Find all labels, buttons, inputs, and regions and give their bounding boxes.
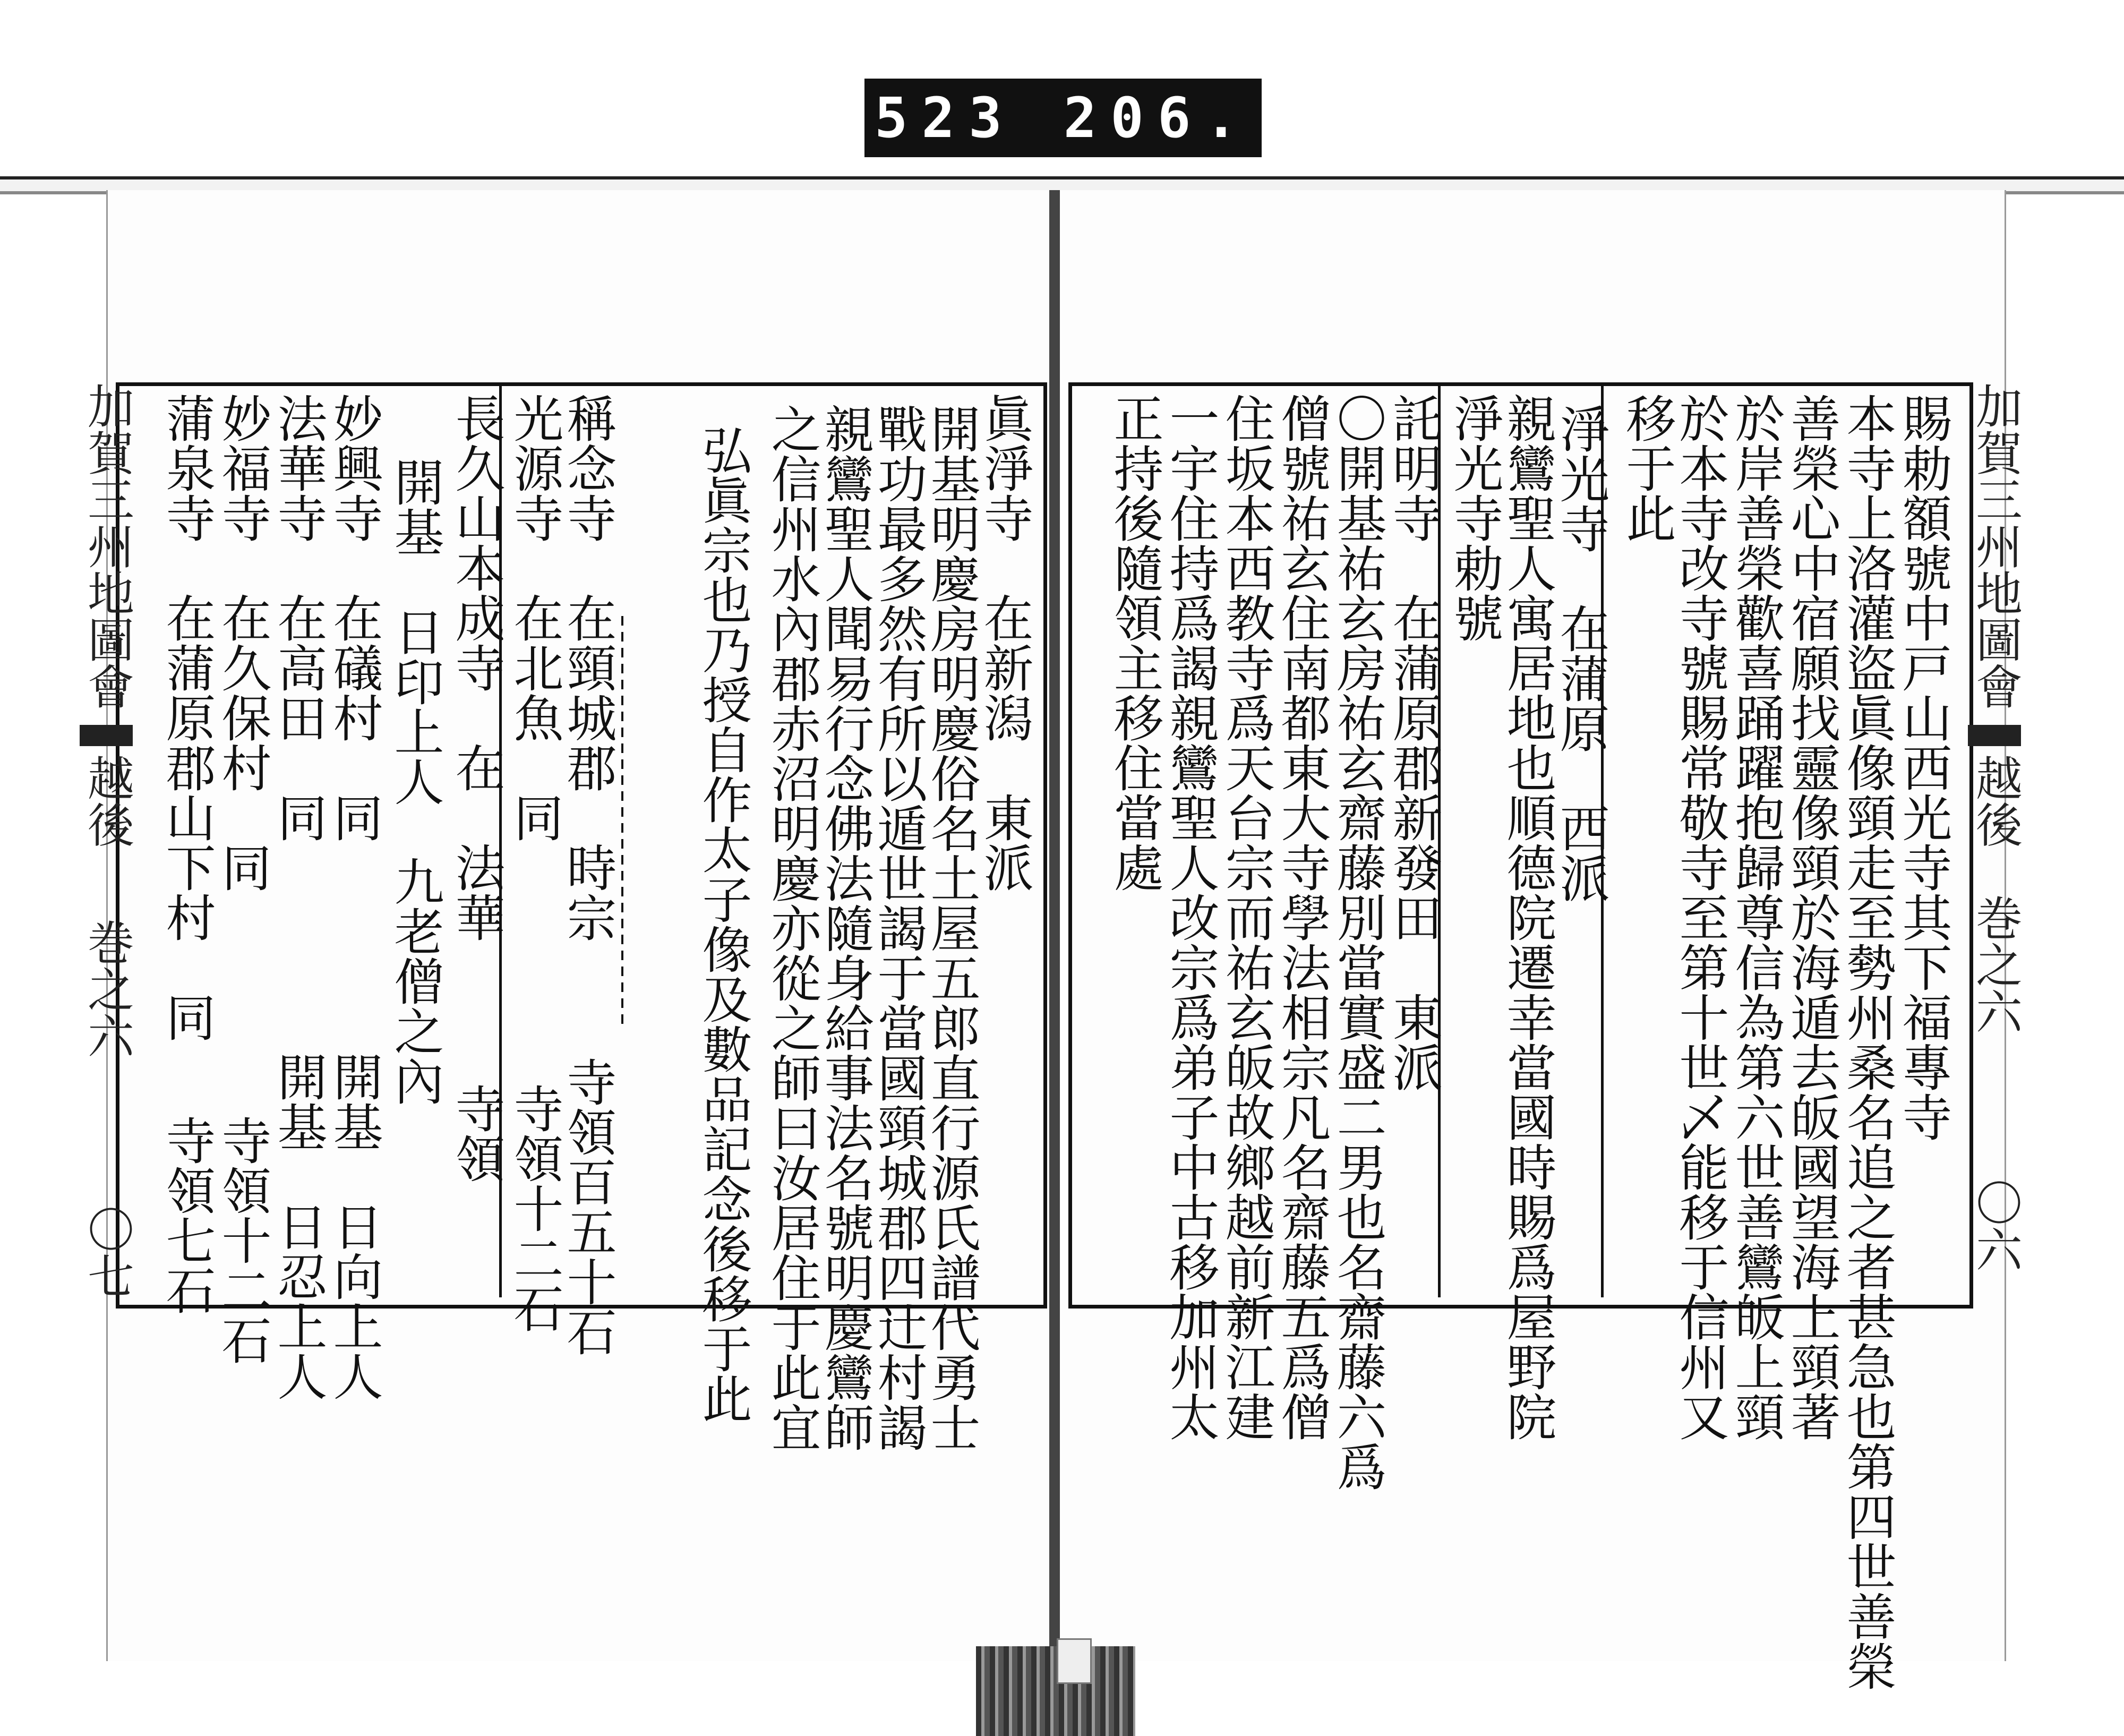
right-edge-title: 加賀三州地圖會 xyxy=(1968,382,2023,709)
text-column: 親鸞聖人聞易行念佛法隨身給事法名號明慶鸞師 xyxy=(816,404,873,1452)
temple-founder: 開基 日向上人 xyxy=(324,1051,382,1401)
left-edge-page: 〇七 xyxy=(80,1205,135,1299)
left-dashed-rule xyxy=(621,616,623,1030)
binding-clip xyxy=(1057,1638,1092,1684)
text-column: 〇開基祐玄房祐玄齋藤別當實盛二男也名齋藤六爲 xyxy=(1328,393,1386,1491)
temple-founder: 開基 日忍上人 xyxy=(269,1051,327,1401)
text-column: 移于此 xyxy=(1617,393,1675,543)
temple-founder: 開基 日印上人 九老僧之內 xyxy=(386,457,443,1106)
left-edge-volume: 巻之六 xyxy=(80,919,135,1059)
text-column: 開基明慶房明慶俗名土屋五郎直行源氏譜代勇士 xyxy=(922,404,980,1452)
text-column: 賜勅額號中戸山西光寺其下福專寺 xyxy=(1894,393,1951,1142)
left-edge-title: 加賀三州地圖會 xyxy=(80,382,135,709)
temple-entry: 稱念寺 在頸城郡 時宗 xyxy=(558,393,616,942)
temple-stipend: 寺領十二石 xyxy=(505,1083,563,1333)
text-column: 之信州水內郡赤沼明慶亦從之師曰汝居住于此宜 xyxy=(763,404,820,1452)
book-binding-shadow xyxy=(976,1646,1135,1736)
temple-stipend: 寺領 xyxy=(447,1083,504,1183)
text-column: 於岸善榮歡喜踊躍抱歸尊信為第六世善鸞皈上頸 xyxy=(1726,393,1784,1441)
text-column: 弘眞宗也乃授自作太子像及數品記念後移于此 xyxy=(693,425,751,1423)
temple-entry: 法華寺 在高田 同 xyxy=(269,393,327,842)
left-edge-marker xyxy=(80,725,133,746)
left-edge-province: 越後 xyxy=(80,754,135,848)
text-column: 僧號祐玄住南都東大寺學法相宗凡名齋藤五爲僧 xyxy=(1272,393,1330,1441)
temple-entry: 託明寺 在蒲原郡新發田 東派 xyxy=(1384,393,1442,1092)
text-column: 於本寺改寺號賜常敬寺至第十世乄能移于信州又 xyxy=(1671,393,1728,1441)
text-column: 戰功最多然有所以遁世謁于當國頸城郡四辻村謁 xyxy=(869,404,927,1452)
text-column: 本寺上洛灌盜眞像頸走至勢州桑名追之者甚急也第四世善榮 xyxy=(1838,393,1896,1691)
right-edge-volume: 越後 巻之六 xyxy=(1968,754,2023,1034)
scan-label-right: 206. xyxy=(1063,85,1252,150)
temple-entry: 妙福寺 在久保村 同 xyxy=(213,393,271,892)
book-gutter xyxy=(1049,190,1060,1661)
scan-label-left: 523 xyxy=(874,85,1016,150)
temple-entry: 光源寺 在北魚 同 xyxy=(505,393,563,842)
scan-label xyxy=(864,79,1262,157)
text-column: 善榮心中宿願找靈像頸於海遁去皈國望海上頸著 xyxy=(1782,393,1840,1441)
right-edge-page: 〇六 xyxy=(1968,1179,2023,1272)
temple-entry: 長久山本成寺 在 法華 xyxy=(447,393,504,942)
text-column: 住坂本西教寺爲天台宗而祐玄皈故鄉越前新江建 xyxy=(1217,393,1274,1441)
text-column: 眞淨寺 在新潟 東派 xyxy=(975,393,1033,892)
temple-entry: 蒲泉寺 在蒲原郡山下村 同 xyxy=(157,393,215,1042)
temple-stipend: 寺領七石 xyxy=(157,1115,215,1315)
text-column: 親鸞聖人寓居地也順德院遷幸當國時賜爲屋野院 xyxy=(1498,393,1556,1441)
text-column: 一宇住持爲謁親鸞聖人改宗爲弟子中古移加州太 xyxy=(1161,393,1219,1441)
text-column: 正持後隨領主移住當處 xyxy=(1105,393,1163,892)
right-edge-marker xyxy=(1968,725,2021,746)
temple-entry: 妙興寺 在礒村 同 xyxy=(324,393,382,842)
temple-stipend: 寺領十二石 xyxy=(213,1115,271,1365)
text-column: 淨光寺勅號 xyxy=(1445,393,1503,643)
temple-entry: 淨光寺 在蒲原 西派 xyxy=(1551,404,1609,903)
temple-stipend: 寺領百五十石 xyxy=(558,1057,616,1356)
